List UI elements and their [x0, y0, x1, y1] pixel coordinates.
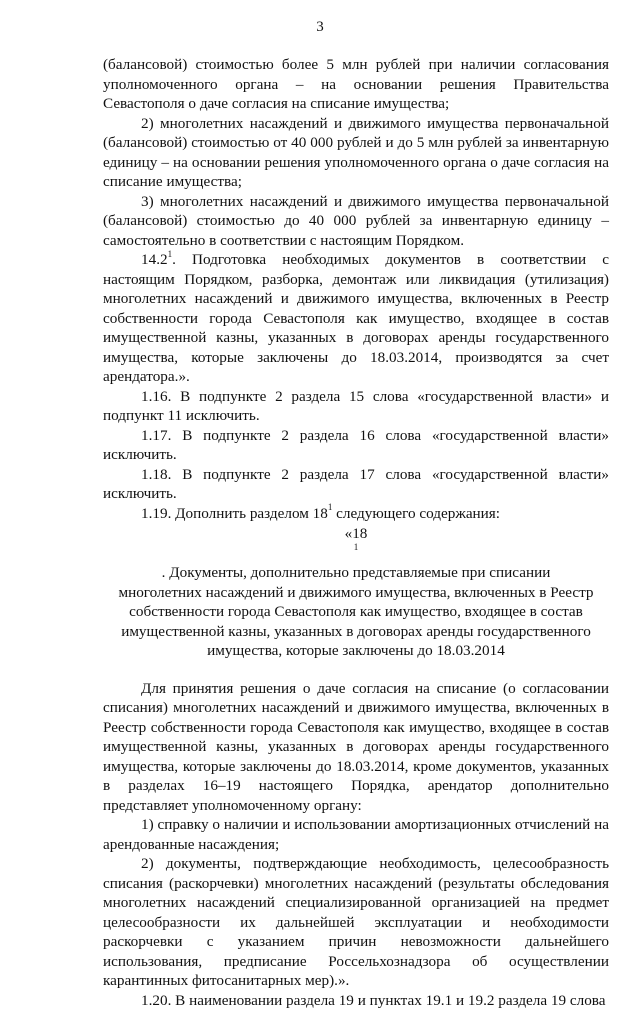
paragraph: 1.18. В подпункте 2 раздела 17 слова «государственной власти» исключить. [103, 465, 609, 504]
paragraph: 1) справку о наличии и использовании амортизационных отчислений на арендованные насаждения; [103, 815, 609, 854]
heading-text: «18 [103, 524, 609, 544]
paragraph: 2) многолетних насаждений и движимого имущества первоначальной (балансовой) стоимостью от 40 000 рублей и до 5 млн рублей за инвентарную единицу – на основании решения уполномоченного органа о даче согласия на списание имущества; [103, 114, 609, 192]
document-body [103, 55, 609, 1010]
superscript: 1 [354, 542, 359, 552]
superscript: 1 [168, 249, 173, 259]
clause-text: . Подготовка необходимых документов в соответствии с настоящим Порядком, разборка, демонтаж или ликвидация (утилизация) многолетних насаждений и движимого имущества, включенных в Реестр собственности города Севастополя как имущество, входящее в состав имущественной казны, указанных в договорах аренды государственного имущества, которые заключены до 18.03.2014, производятся за счет арендатора.». [103, 251, 609, 385]
paragraph: 1.17. В подпункте 2 раздела 16 слова «государственной власти» исключить. [103, 426, 609, 465]
page-number: 3 [0, 18, 640, 38]
clause-number: 14.2 [141, 251, 168, 268]
heading-line: имущества, которые заключены до 18.03.2014 [103, 641, 609, 661]
paragraph: (балансовой) стоимостью более 5 млн рублей при наличии согласования уполномоченного органа – на основании решения Правительства Севастополя о даче согласия на списание имущества; [103, 55, 609, 114]
superscript: 1 [328, 502, 333, 512]
paragraph: Для принятия решения о даче согласия на списание (о согласовании списания) многолетних насаждений и движимого имущества, включенных в Реестр собственности города Севастополя как имущество, входящее в состав имущественной казны, указанных в договорах аренды государственного имущества, которые заключены до 18.03.2014, кроме документов, указанных в разделах 16–19 настоящего Порядка, арендатор дополнительно представляет уполномоченному органу: [103, 679, 609, 816]
heading-line [103, 524, 609, 583]
clause-text: следующего содержания: [332, 505, 500, 522]
paragraph: 3) многолетних насаждений и движимого имущества первоначальной (балансовой) стоимостью до 40 000 рублей за инвентарную единицу – самостоятельно в соответствии с настоящим Порядком. [103, 192, 609, 251]
paragraph: 1.20. В наименовании раздела 19 и пунктах 19.1 и 19.2 раздела 19 слова [103, 991, 609, 1010]
clause-text: 1.19. Дополнить разделом 18 [141, 505, 328, 522]
heading-text: . Документы, дополнительно представляемые при списании [103, 563, 609, 583]
heading-line: имущественной казны, указанных в договорах аренды государственного [103, 622, 609, 642]
spacer [103, 661, 609, 679]
paragraph: 2) документы, подтверждающие необходимость, целесообразность списания (раскорчевки) многолетних насаждений (результаты обследования многолетних насаждений специализированной организацией на предмет целесообразности их дальнейшей эксплуатации и необходимости раскорчевки с указанием причин невозможности дальнейшего использования, предписание Россельхознадзора об осуществлении карантинных фитосанитарных мер).». [103, 854, 609, 991]
heading-line: многолетних насаждений и движимого имущества, включенных в Реестр [103, 583, 609, 603]
paragraph-14-2-1 [103, 250, 609, 387]
heading-line: собственности города Севастополя как имущество, входящее в состав [103, 602, 609, 622]
paragraph: 1.16. В подпункте 2 раздела 15 слова «государственной власти» и подпункт 11 исключить. [103, 387, 609, 426]
section-heading [103, 524, 609, 661]
paragraph-1-19 [103, 504, 609, 524]
